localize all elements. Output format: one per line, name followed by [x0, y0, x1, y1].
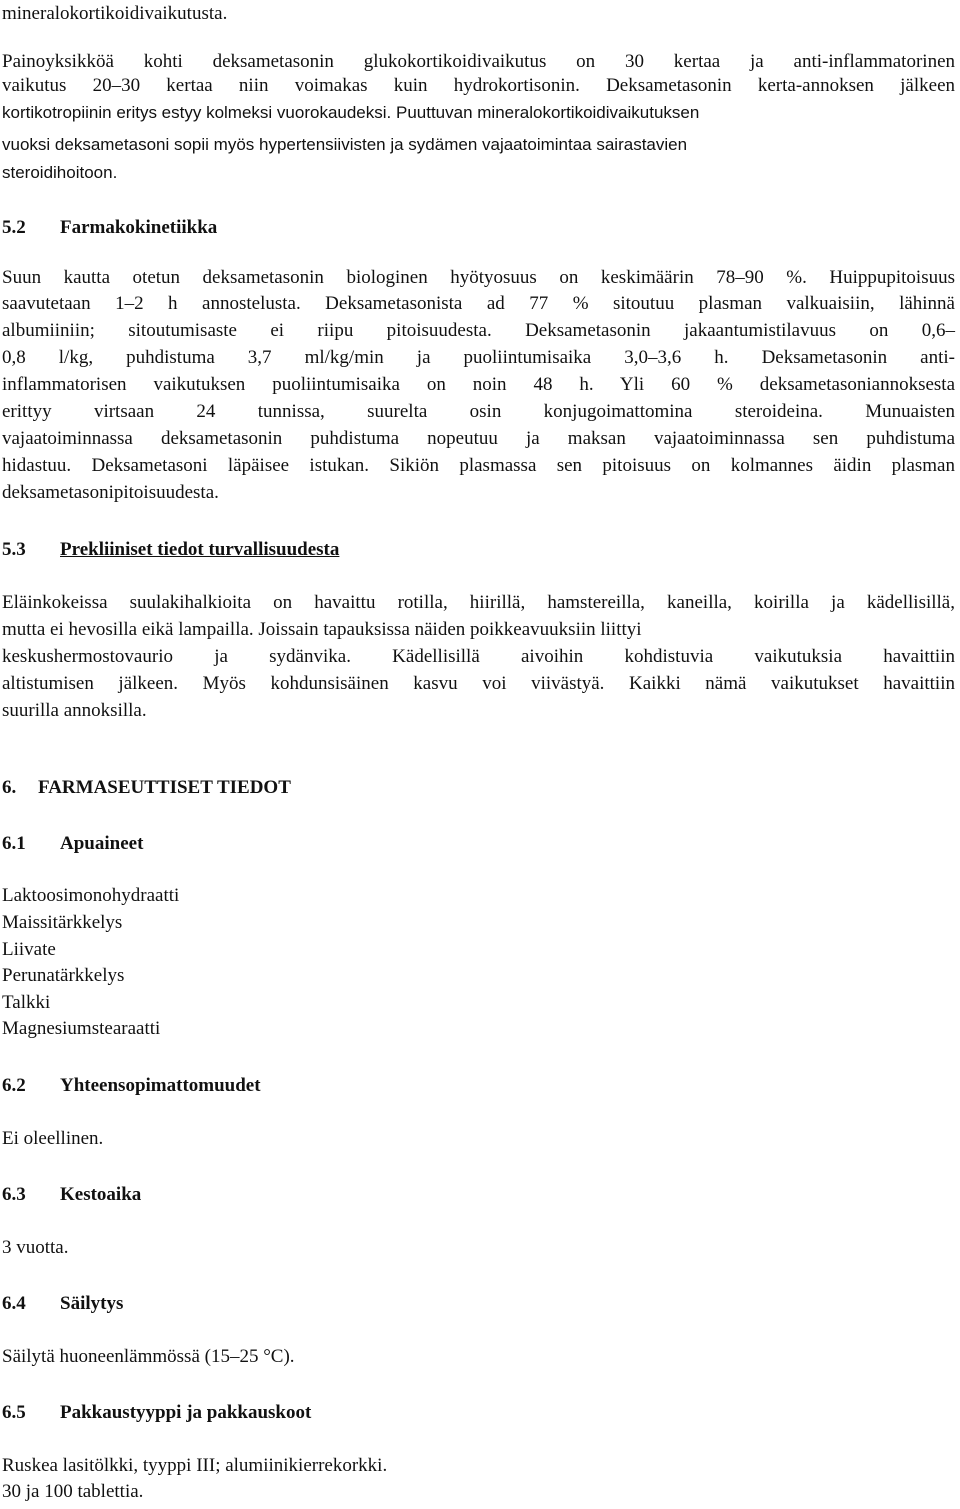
section-number: 6.3: [2, 1184, 26, 1205]
section-heading-5-2: [2, 216, 217, 240]
section-number: 6.5: [2, 1402, 26, 1423]
section-heading-6: [2, 776, 291, 800]
section-title: Apuaineet: [60, 833, 144, 854]
section-title: Kestoaika: [60, 1184, 142, 1205]
section-heading-6-3: [2, 1183, 141, 1207]
section-number: 6.4: [2, 1293, 26, 1314]
list-item: Perunatärkkelys: [2, 965, 125, 986]
paragraph-line: deksametasonipitoisuudesta.: [2, 482, 219, 503]
paragraph-line: Ei oleellinen.: [2, 1128, 104, 1149]
section-heading-6-2: [2, 1074, 261, 1098]
paragraph-line: keskushermostovaurio ja sydänvika. Kädellisillä aivoihin kohdistuvia vaikutuksia havaittiin: [2, 646, 955, 667]
paragraph-line: 3 vuotta.: [2, 1237, 69, 1258]
paragraph-line: suurilla annoksilla.: [2, 700, 147, 721]
paragraph-line: albumiiniin; sitoutumisaste ei riipu pitoisuudesta. Deksametasonin jakaantumistilavuus on 0,6–: [2, 320, 955, 341]
section-title: Farmakokinetiikka: [60, 217, 218, 238]
paragraph-line: inflammatorisen vaikutuksen puoliintumisaika on noin 48 h. Yli 60 % deksametasoniannoksesta: [2, 374, 955, 395]
paragraph-line: mutta ei hevosilla eikä lampailla. Joissain tapauksissa näiden poikkeavuuksiin liittyi: [2, 619, 642, 640]
paragraph-line: steroidihoitoon.: [2, 163, 118, 182]
paragraph-line: saavutetaan 1–2 h annostelusta. Deksametasonista ad 77 % sitoutuu plasman valkuaisiin, lähinnä: [2, 293, 955, 314]
list-item: Talkki: [2, 992, 51, 1013]
section-number: 5.2: [2, 217, 26, 238]
section-heading-6-1: [2, 832, 143, 856]
section-heading-6-5: [2, 1401, 311, 1425]
section-heading-5-3: [2, 538, 339, 562]
paragraph-line: vuoksi deksametasoni sopii myös hypertensiivisten ja sydämen vajaatoimintaa sairastavien: [2, 135, 688, 154]
paragraph-line: erittyy virtsaan 24 tunnissa, suurelta osin konjugoimattomina steroideina. Munuaisten: [2, 401, 955, 422]
section-title: Prekliiniset tiedot turvallisuudesta: [60, 539, 340, 560]
section-number: 5.3: [2, 539, 26, 560]
section-title: Pakkaustyyppi ja pakkauskoot: [60, 1402, 312, 1423]
paragraph-line: 0,8 l/kg, puhdistuma 3,7 ml/kg/min ja puoliintumisaika 3,0–3,6 h. Deksametasonin anti-: [2, 347, 955, 368]
section-number: 6.2: [2, 1075, 26, 1096]
section-title: Säilytys: [60, 1293, 124, 1314]
paragraph-line: altistumisen jälkeen. Myös kohdunsisäinen kasvu voi viivästyä. Kaikki nämä vaikutukset havaittiin: [2, 673, 955, 694]
paragraph-line: Ruskea lasitölkki, tyyppi III; alumiinikierrekorkki.: [2, 1455, 388, 1476]
paragraph-line: vajaatoiminnassa deksametasonin puhdistuma nopeutuu ja maksan vajaatoiminnassa sen puhdistuma: [2, 428, 955, 449]
section-number: 6.1: [2, 833, 26, 854]
paragraph-line: kortikotropiinin eritys estyy kolmeksi vuorokaudeksi. Puuttuvan mineralokortikoidivaikutuksen: [2, 103, 700, 122]
paragraph-line: Painoyksikköä kohti deksametasonin glukokortikoidivaikutus on 30 kertaa ja anti-inflammatorinen: [2, 51, 955, 72]
list-item: Liivate: [2, 939, 56, 960]
paragraph-line: Säilytä huoneenlämmössä (15–25 °C).: [2, 1346, 295, 1367]
section-title: FARMASEUTTISET TIEDOT: [38, 777, 291, 798]
section-number: 6.: [2, 777, 17, 798]
section-title: Yhteensopimattomuudet: [60, 1075, 261, 1096]
paragraph-line: 30 ja 100 tablettia.: [2, 1481, 144, 1502]
paragraph-line: vaikutus 20–30 kertaa niin voimakas kuin hydrokortisonin. Deksametasonin kerta-annoksen jälkeen: [2, 75, 955, 96]
section-heading-6-4: [2, 1292, 123, 1316]
paragraph-line: Suun kautta otetun deksametasonin biologinen hyötyosuus on keskimäärin 78–90 %. Huippupitoisuus: [2, 267, 955, 288]
list-item: Magnesiumstearaatti: [2, 1018, 161, 1039]
list-item: Laktoosimonohydraatti: [2, 885, 180, 906]
paragraph-line: Eläinkokeissa suulakihalkioita on havaittu rotilla, hiirillä, hamstereilla, kaneilla, koirilla ja kädellisillä,: [2, 592, 955, 613]
paragraph-line: mineralokortikoidivaikutusta.: [2, 3, 228, 24]
list-item: Maissitärkkelys: [2, 912, 123, 933]
paragraph-line: hidastuu. Deksametasoni läpäisee istukan. Sikiön plasmassa sen pitoisuus on kolmannes äidin plasman: [2, 455, 955, 476]
